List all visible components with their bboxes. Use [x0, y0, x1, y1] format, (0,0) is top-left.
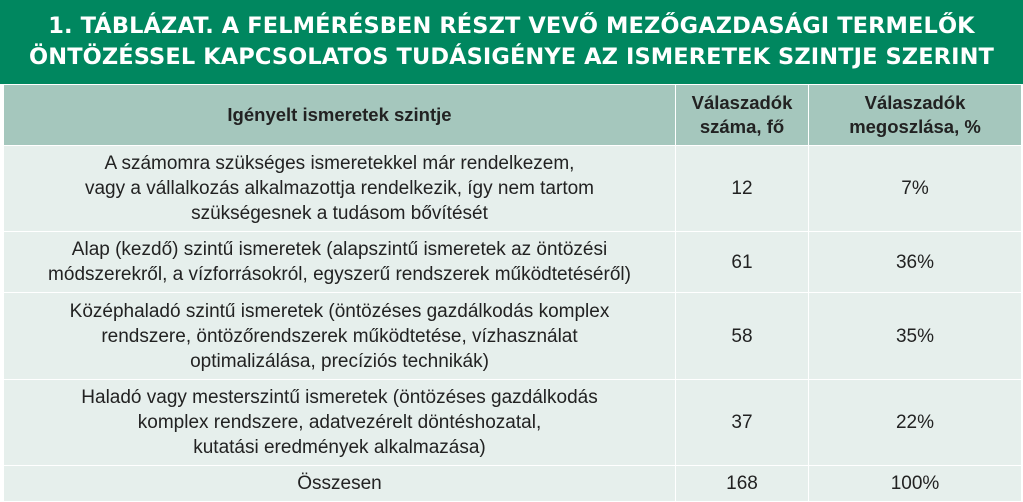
row-description: Alap (kezdő) szintű ismeretek (alapszintű ismeretek az öntözési módszerekről, a vízforrásokról, egyszerű rendszerek működtetéséről) [4, 232, 676, 293]
row-description: Középhaladó szintű ismeretek (öntözéses gazdálkodás komplex rendszere, öntözőrendszerek működtetése, vízhasználat optimalizálása, precíziós technikák) [4, 293, 676, 380]
table-row [4, 380, 1022, 466]
row-count: 12 [676, 146, 809, 232]
table-title [0, 0, 1023, 84]
data-table [3, 84, 1022, 502]
row-count: 58 [676, 293, 809, 380]
header-share: Válaszadók megoszlása, % [809, 85, 1022, 146]
total-share: 100% [809, 466, 1022, 502]
table-title-line-1: 1. TÁBLÁZAT. A FELMÉRÉSBEN RÉSZT VEVŐ MEZŐGAZDASÁGI TERMELŐK [48, 13, 975, 39]
row-count: 61 [676, 232, 809, 293]
total-label: Összesen [4, 466, 676, 502]
header-row [4, 85, 1022, 146]
header-level: Igényelt ismeretek szintje [4, 85, 676, 146]
total-count: 168 [676, 466, 809, 502]
row-share: 35% [809, 293, 1022, 380]
row-count: 37 [676, 380, 809, 466]
header-count: Válaszadók száma, fő [676, 85, 809, 146]
table-row [4, 146, 1022, 232]
table-row [4, 232, 1022, 293]
row-share: 7% [809, 146, 1022, 232]
row-share: 36% [809, 232, 1022, 293]
table-row [4, 293, 1022, 380]
row-description: Haladó vagy mesterszintű ismeretek (öntözéses gazdálkodás komplex rendszere, adatvezérelt döntéshozatal, kutatási eredmények alkalmazása) [4, 380, 676, 466]
row-description: A számomra szükséges ismeretekkel már rendelkezem, vagy a vállalkozás alkalmazottja rendelkezik, így nem tartom szükségesnek a tudásom bővítését [4, 146, 676, 232]
table-title-line-2: ÖNTÖZÉSSEL KAPCSOLATOS TUDÁSIGÉNYE AZ ISMERETEK SZINTJE SZERINT [29, 44, 994, 70]
row-share: 22% [809, 380, 1022, 466]
total-row [4, 466, 1022, 502]
